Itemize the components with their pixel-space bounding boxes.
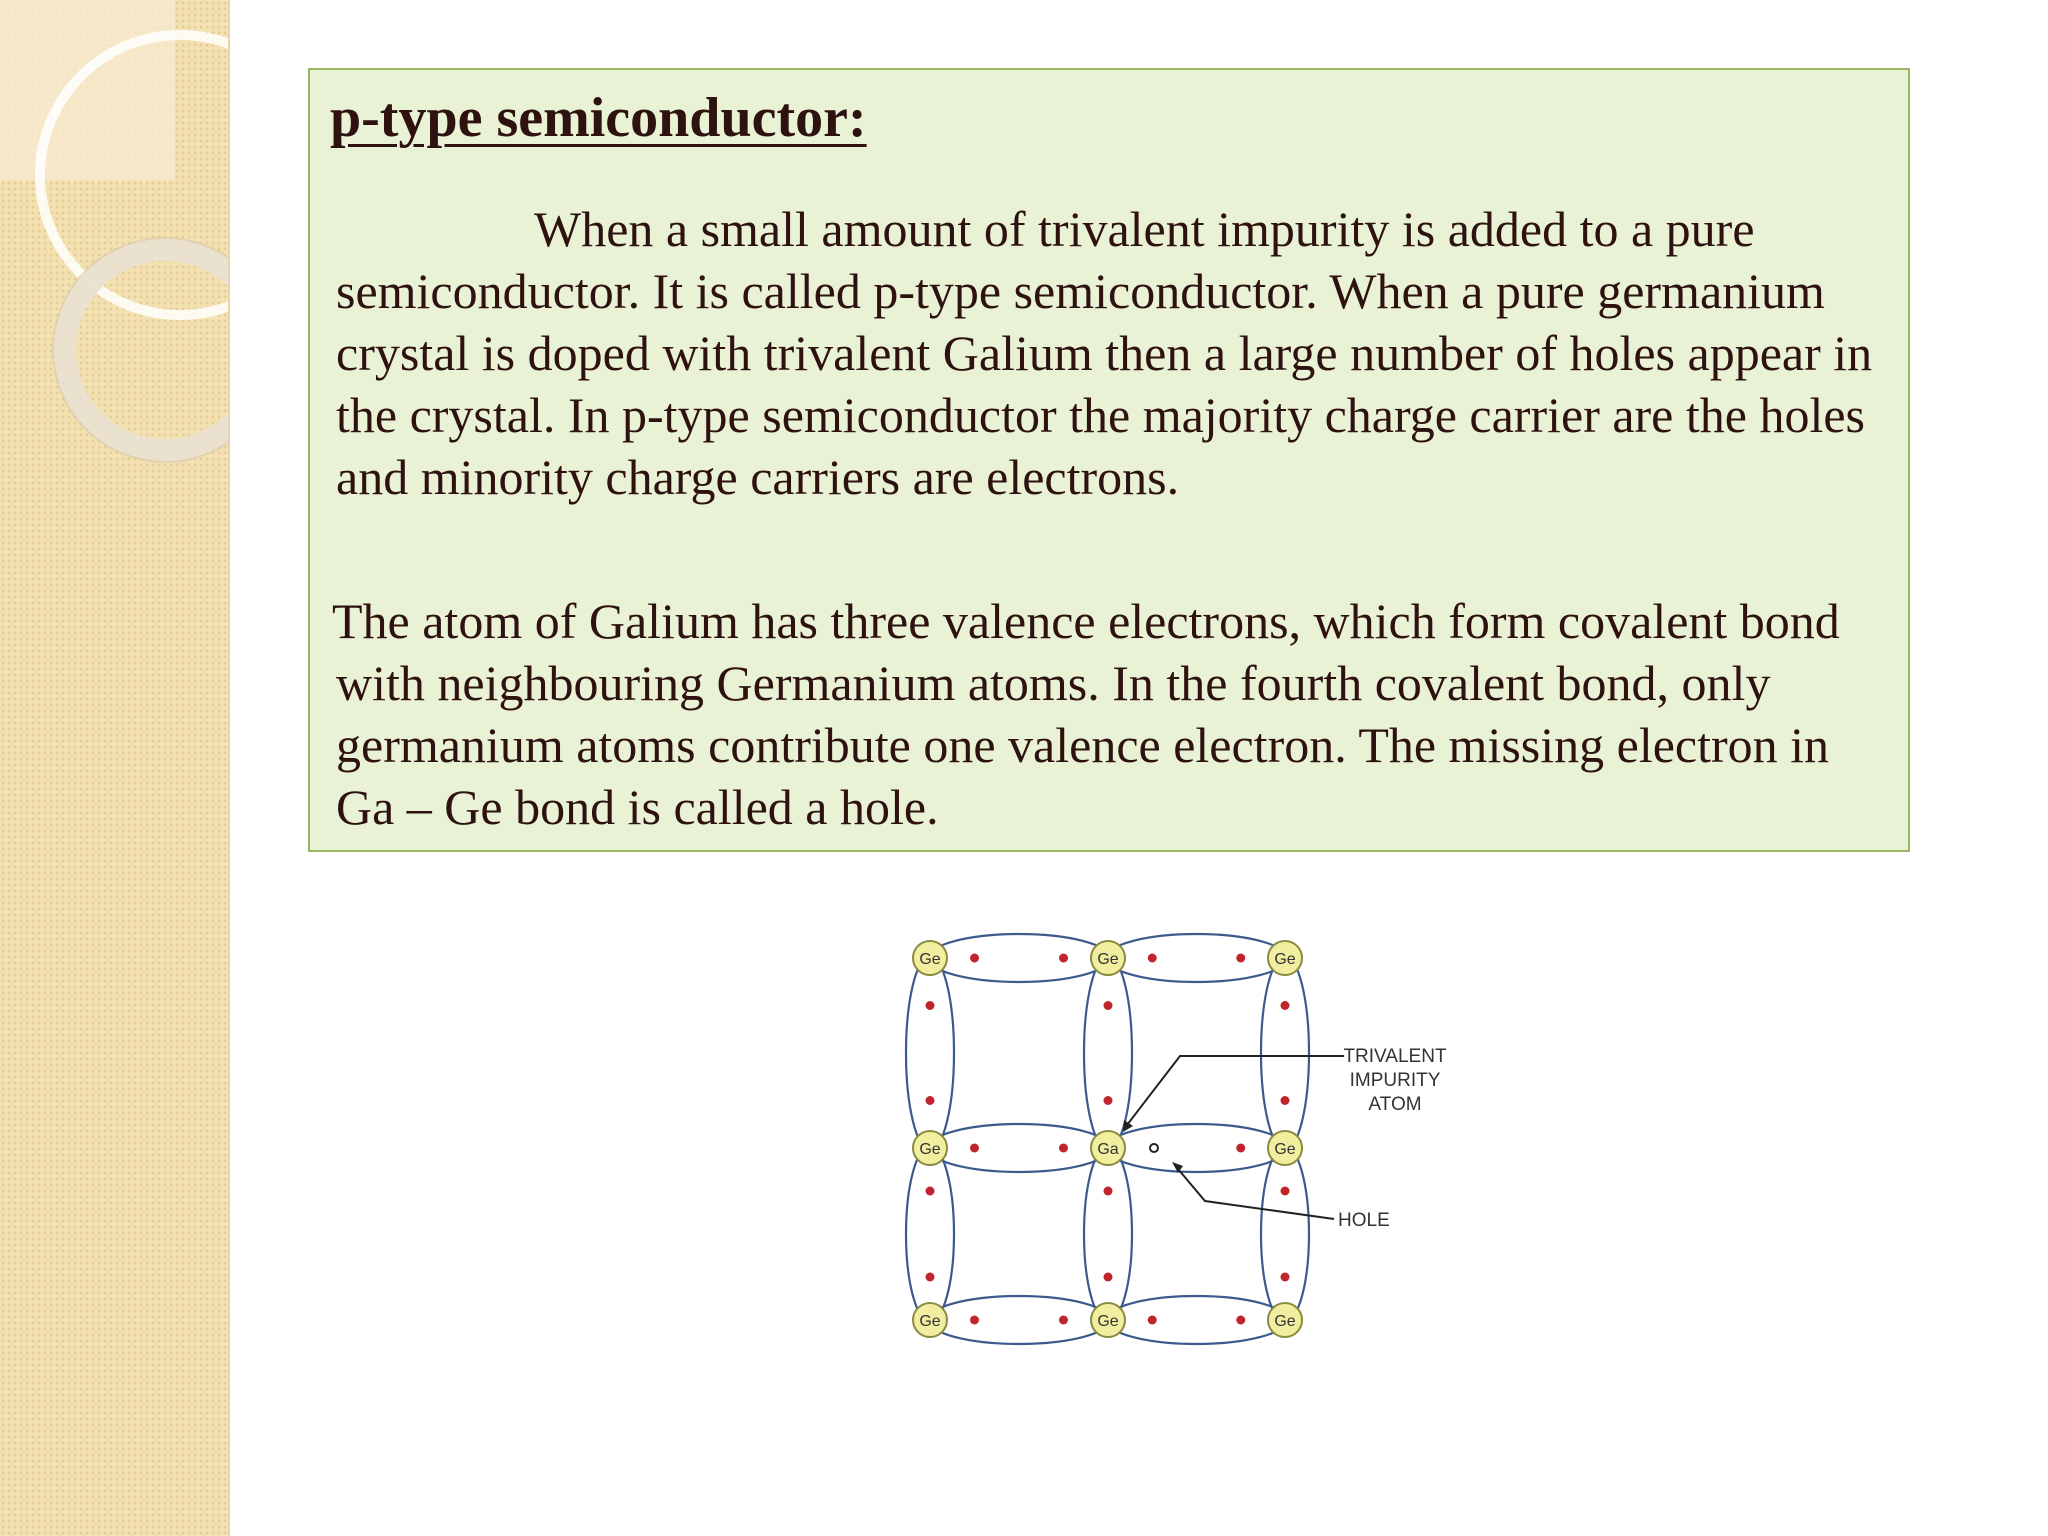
horizontal-bond xyxy=(928,934,1110,982)
germanium-atom xyxy=(1091,941,1125,975)
vertical-electron xyxy=(926,1187,935,1196)
impurity-pointer-line xyxy=(1127,1056,1344,1125)
horizontal-bond xyxy=(1106,1124,1287,1172)
germanium-atom xyxy=(1091,1303,1125,1337)
vertical-electron xyxy=(1104,1001,1113,1010)
horizontal-electron xyxy=(1059,1316,1068,1325)
horizontal-electron xyxy=(1236,954,1245,963)
horizontal-bond xyxy=(1106,934,1287,982)
horizontal-electron xyxy=(970,954,979,963)
vertical-electron xyxy=(1281,1096,1290,1105)
horizontal-electron xyxy=(1148,1316,1157,1325)
slide-title: p-type semiconductor: xyxy=(330,87,867,149)
atom-symbol: Ge xyxy=(1274,951,1296,968)
impurity-label-line1: TRIVALENT xyxy=(1343,1046,1447,1067)
vertical-electron xyxy=(1104,1187,1113,1196)
hole-marker xyxy=(1150,1144,1158,1152)
vertical-electron xyxy=(1281,1273,1290,1282)
paragraph-hole-formation: The atom of Galium has three valence electrons, which form covalent bond with neighbouring Germanium atoms. In the fourth covalent bond, only germanium atoms contribute one valence electron. The missing electron in Ga – Ge bond is called a hole. xyxy=(332,593,1840,835)
germanium-atom xyxy=(913,1131,947,1165)
horizontal-electron xyxy=(1236,1316,1245,1325)
vertical-bond xyxy=(1261,956,1309,1150)
horizontal-electron xyxy=(1059,1144,1068,1153)
vertical-bond xyxy=(906,1146,954,1322)
germanium-atom xyxy=(1268,941,1302,975)
vertical-electron xyxy=(1281,1001,1290,1010)
gallium-atom xyxy=(1091,1131,1125,1165)
germanium-atom xyxy=(913,941,947,975)
vertical-bond xyxy=(1084,1146,1132,1322)
impurity-label-line2: IMPURITY xyxy=(1349,1070,1441,1091)
decorative-sidebar xyxy=(0,0,230,1536)
vertical-bond xyxy=(906,956,954,1150)
horizontal-bond xyxy=(1106,1296,1287,1344)
germanium-atom xyxy=(1268,1131,1302,1165)
atom-symbol: Ge xyxy=(919,951,941,968)
decorative-rings xyxy=(0,0,228,600)
vertical-bond xyxy=(1261,1146,1309,1322)
atom-symbol: Ga xyxy=(1097,1141,1119,1158)
vertical-electron xyxy=(1104,1096,1113,1105)
atom-symbol: Ge xyxy=(1274,1141,1296,1158)
horizontal-bond xyxy=(928,1124,1110,1172)
horizontal-electron xyxy=(1059,954,1068,963)
horizontal-bond xyxy=(928,1296,1110,1344)
decorative-ring-large xyxy=(40,35,228,315)
vertical-electron xyxy=(926,1096,935,1105)
impurity-label-line3: ATOM xyxy=(1368,1094,1422,1115)
atom-symbol: Ge xyxy=(1274,1313,1296,1330)
vertical-electron xyxy=(926,1273,935,1282)
vertical-electron xyxy=(1281,1187,1290,1196)
hole-pointer-line xyxy=(1178,1169,1334,1219)
decorative-ring-small xyxy=(65,250,228,450)
vertical-electron xyxy=(926,1001,935,1010)
horizontal-electron xyxy=(970,1144,979,1153)
horizontal-electron xyxy=(970,1316,979,1325)
content-box xyxy=(308,68,1910,852)
germanium-atom xyxy=(913,1303,947,1337)
paragraph-definition: When a small amount of trivalent impurity is added to a pure semiconductor. It is called p-type semiconductor. When a pure germanium crystal is doped with trivalent Galium then a large number of holes appear in the crystal. In p-type semiconductor the majority charge carrier are the holes and minority charge carriers are electrons. xyxy=(336,201,1873,505)
vertical-electron xyxy=(1104,1273,1113,1282)
p-type-lattice-diagram xyxy=(880,920,1480,1360)
atom-symbol: Ge xyxy=(1097,951,1119,968)
atom-symbol: Ge xyxy=(1097,1313,1119,1330)
atom-symbol: Ge xyxy=(919,1141,941,1158)
hole-label: HOLE xyxy=(1338,1210,1390,1231)
atom-symbol: Ge xyxy=(919,1313,941,1330)
horizontal-electron xyxy=(1236,1144,1245,1153)
horizontal-electron xyxy=(1148,954,1157,963)
germanium-atom xyxy=(1268,1303,1302,1337)
